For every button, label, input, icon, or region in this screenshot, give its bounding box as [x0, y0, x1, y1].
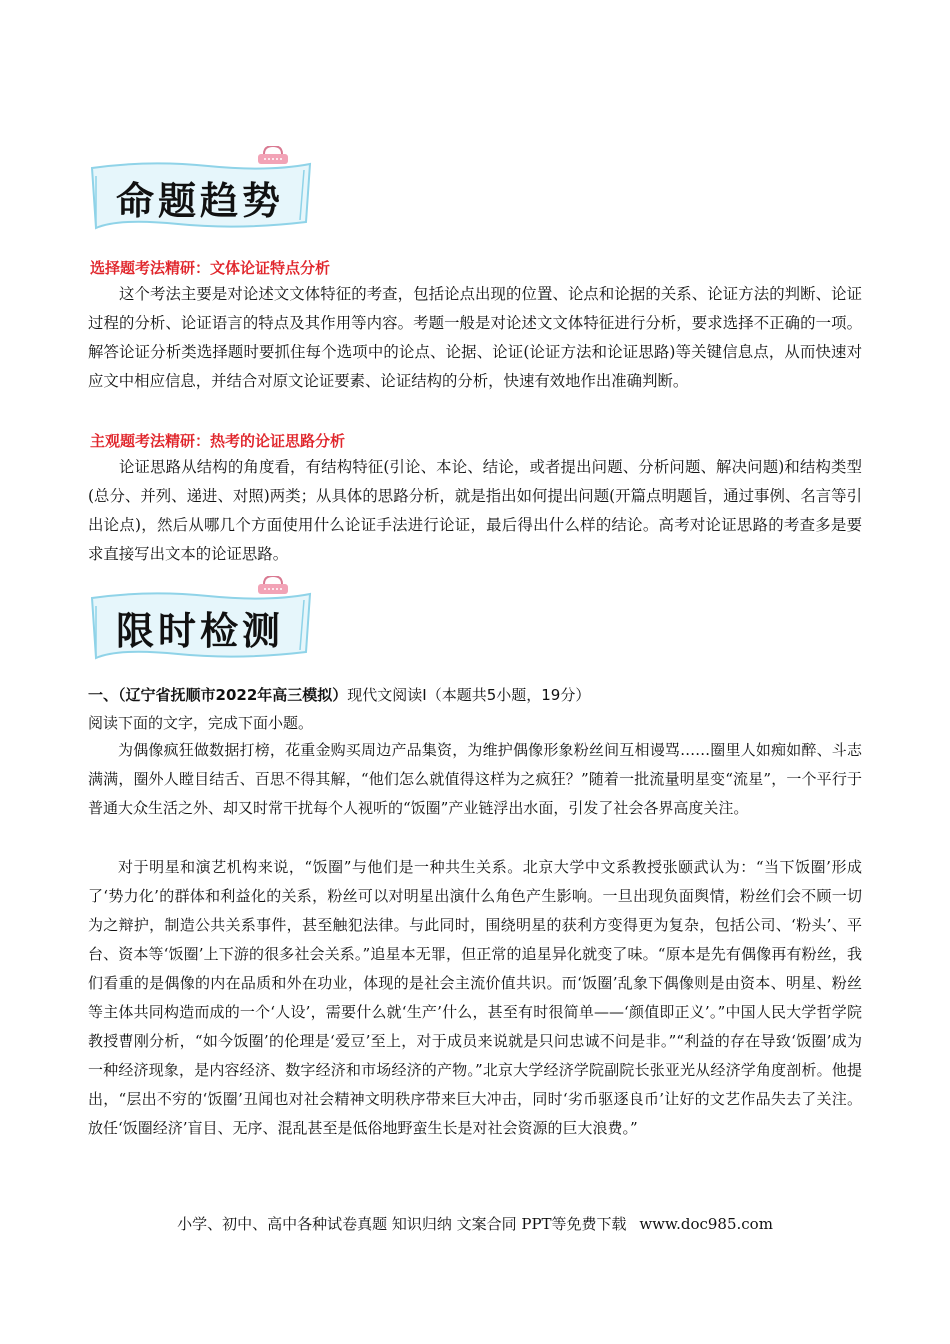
section-body-subjective: 论证思路从结构的角度看，有结构特征(引论、本论、结论，或者提出问题、分析问题、解决问题)和结构类型(总分、并列、递进、对照)两类；从具体的思路分析，就是指出如何提出问题(开篇点明题旨，通过事例、名言等引出论点)，然后从哪几个方面使用什么论证手法进行论证，最后得出什么样的结论。高考对论证思路的考查多是要求直接写出文本的论证思路。 [88, 458, 862, 563]
passage-paragraph-1: 为偶像疯狂做数据打榜，花重金购买周边产品集资，为维护偶像形象粉丝间互相谩骂……圈里人如痴如醉、斗志满满，圈外人瞠目结舌、百思不得其解，“他们怎么就值得这样为之疯狂？”随着一批流量明星变“流星”，一个平行于普通大众生活之外、却又时常干扰每个人视听的“饭圈”产业链浮出水面，引发了社会各界高度关注。 [88, 741, 862, 817]
section-heading-subjective: 主观题考法精研：热考的论证思路分析 [90, 432, 346, 450]
page-footer [0, 1213, 950, 1234]
question-number: 一、 [88, 686, 119, 704]
test-banner [88, 586, 314, 662]
question-source: （辽宁省抚顺市2022年高三模拟） [118, 686, 348, 704]
banner-title: 命题趋势 [116, 179, 285, 223]
footer-text: 小学、初中、高中各种试卷真题 知识归纳 文案合同 PPT等免费下载 [177, 1215, 627, 1233]
binder-clip-icon [256, 576, 290, 598]
question-type: 现代文阅读Ⅰ（本题共5小题，19分） [347, 686, 591, 704]
question-header [88, 684, 590, 705]
section-heading-choice: 选择题考法精研：文体论证特点分析 [90, 259, 331, 277]
footer-url[interactable]: www.doc985.com [639, 1215, 773, 1233]
binder-clip-icon [256, 146, 290, 168]
passage-paragraph-2: 对于明星和演艺机构来说，“饭圈”与他们是一种共生关系。北京大学中文系教授张颐武认为：“当下饭圈’形成了‘势力化’的群体和利益化的关系，粉丝可以对明星出演什么角色产生影响。一旦出现负面舆情，粉丝们会不顾一切为之辩护，制造公共关系事件，甚至触犯法律。与此同时，围绕明星的获利方变得更为复杂，包括公司、‘粉头’、平台、资本等‘饭圈’上下游的很多社会关系。”追星本无罪，但正常的追星异化就变了味。“原本是先有偶像再有粉丝，我们看重的是偶像的内在品质和外在功业，体现的是社会主流价值共识。而‘饭圈’乱象下偶像则是由资本、明星、粉丝等主体共同构造而成的一个‘人设’，需要什么就‘生产’什么，甚至有时很简单——‘颜值即正义’。”中国人民大学哲学院教授曹刚分析，“如今饭圈’的伦理是‘爱豆’至上，对于成员来说就是只问忠诚不问是非。”“利益的存在导致‘饭圈’成为一种经济现象，是内容经济、数字经济和市场经济的产物。”北京大学经济学院副院长张亚光从经济学角度剖析。他提出，“层出不穷的‘饭圈’丑闻也对社会精神文明秩序带来巨大冲击，同时‘劣币驱逐良币’让好的文艺作品失去了关注。放任‘饭圈经济’盲目、无序、混乱甚至是低俗地野蛮生长是对社会资源的巨大浪费。” [88, 858, 862, 1137]
banner-title: 限时检测 [116, 609, 285, 653]
question-instruction: 阅读下面的文字，完成下面小题。 [88, 714, 314, 732]
section-body-choice: 这个考法主要是对论述文文体特征的考查，包括论点出现的位置、论点和论据的关系、论证方法的判断、论证过程的分析、论证语言的特点及其作用等内容。考题一般是对论述文文体特征进行分析，要求选择不正确的一项。解答论证分析类选择题时要抓住每个选项中的论点、论据、论证(论证方法和论证思路)等关键信息点，从而快速对应文中相应信息，并结合对原文论证要素、论证结构的分析，快速有效地作出准确判断。 [88, 285, 862, 390]
trend-banner [88, 156, 314, 232]
